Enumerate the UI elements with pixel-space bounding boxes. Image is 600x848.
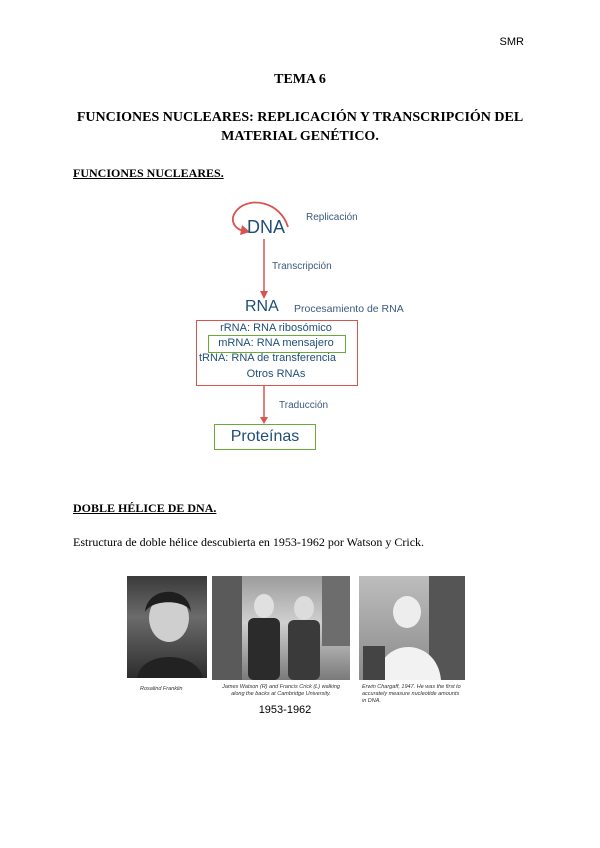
procesamiento-label: Procesamiento de RNA [294, 303, 404, 315]
caption-franklin: Rosalind Franklin [140, 686, 183, 692]
year-range-label: 1953-1962 [258, 704, 312, 716]
caption-chargaff: Erwin Chargaff, 1947. He was the first to accurately measure nucleotide amounts in DNA. [362, 684, 461, 704]
traduccion-label: Traducción [279, 400, 329, 411]
rna-label: RNA [245, 298, 279, 315]
rrna-label: rRNA: RNA ribosómico [220, 322, 332, 334]
photo-rosalind-franklin [127, 576, 207, 678]
photo-erwin-chargaff [359, 576, 465, 680]
caption-watson-crick: James Watson (R) and Francis Crick (L) walking along the backs at Cambridge University. [222, 684, 340, 697]
photo-watson-crick [212, 576, 350, 680]
chargaff-illustration [359, 576, 465, 680]
dna-label: DNA [247, 217, 286, 237]
translation-arrowhead [260, 417, 268, 424]
replicacion-label: Replicación [306, 212, 358, 223]
trna-label: tRNA: RNA de transferencia [199, 352, 336, 364]
transcripcion-label: Transcripción [272, 261, 332, 272]
mrna-label: mRNA: RNA mensajero [218, 337, 334, 349]
proteinas-box: Proteínas [214, 424, 316, 450]
portrait-illustration [127, 576, 207, 678]
section-heading-funciones: FUNCIONES NUCLEARES. [73, 166, 224, 180]
page-title: FUNCIONES NUCLEARES: REPLICACIÓN Y TRANSCRIPCIÓN DEL MATERIAL GENÉTICO. [76, 110, 524, 144]
watson-crick-illustration [212, 576, 350, 680]
chapter-number: TEMA 6 [274, 72, 326, 87]
otros-rna-label: Otros RNAs [246, 368, 306, 380]
section-heading-doble-helice: DOBLE HÉLICE DE DNA. [73, 501, 217, 515]
body-paragraph: Estructura de doble hélice descubierta en 1953-1962 por Watson y Crick. [73, 535, 425, 549]
page-header-initials: SMR [499, 36, 524, 48]
